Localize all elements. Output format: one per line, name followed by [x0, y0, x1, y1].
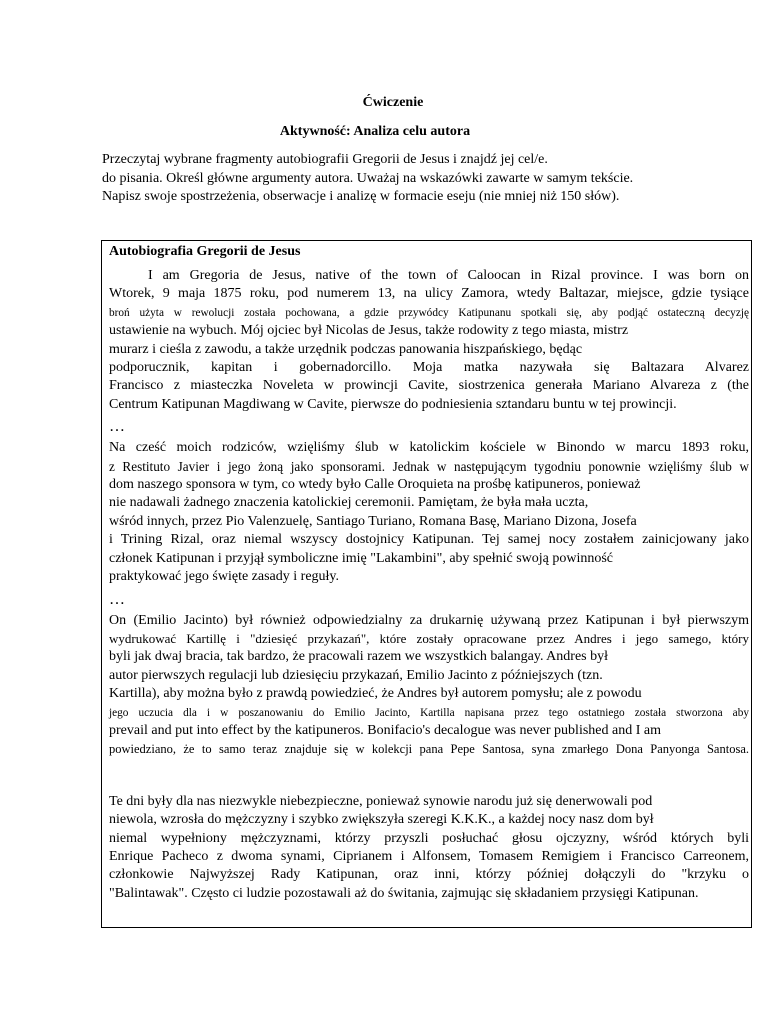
- text-line: niemal wypełniony mężczyznami, którzy przyszli posłuchać głosu ojczyzny, wśród których byli: [109, 830, 749, 846]
- text-line: broń użyta w rewolucji została pochowana, a gdzie przywódcy Katipunanu spotkali się, aby podjąć ostateczną decyzję: [109, 306, 749, 319]
- text-line: jego uczucia dla i w poszanowaniu do Emilio Jacinto, Kartilla napisana przez tego ostatniego została stworzona aby: [109, 706, 749, 719]
- text-line: z Restituto Javier i jego żoną jako sponsorami. Jednak w następującym tygodniu ponownie wzięliśmy ślub w: [109, 458, 749, 474]
- text-line: ustawienie na wybuch. Mój ojciec był Nicolas de Jesus, także rodowity z tego miasta, mistrz: [109, 323, 629, 339]
- text-line: wydrukować Kartillę i "dziesięć przykazań", które zostały opracowane przez Andres i jego samego, który: [109, 630, 749, 646]
- paragraph-4: [109, 793, 749, 903]
- paragraph-1: [109, 267, 749, 414]
- text-line: powiedziano, że to samo teraz znajduje się w kolekcji pana Pepe Santosa, syna zmarłego Dona Panyonga Santosa.: [109, 742, 749, 757]
- spacer: [109, 759, 749, 793]
- text-line: praktykować jego święte zasady i reguły.: [109, 569, 340, 585]
- text-line: członek Katipunan i przyjął symboliczne imię "Lakambini", aby spełnić swoją powinność: [109, 550, 614, 566]
- text-line: Enrique Pacheco z dwoma synami, Ciprianem i Alfonsem, Tomasem Remigiem i Francisco Carreonem,: [109, 848, 749, 864]
- ellipsis-mark: …: [109, 590, 125, 608]
- paragraph-3: [109, 612, 749, 759]
- activity-subtitle: Aktywność: Analiza celu autora: [279, 124, 471, 139]
- text-line: byli jak dwaj bracia, tak bardzo, że pracowali razem we wszystkich balangay. Andres był: [109, 649, 609, 665]
- text-line: niewola, wzrosła do mężczyzny i szybko zwiększyła szeregi K.K.K., a każdej nocy nasz dom był: [109, 812, 654, 828]
- excerpt-box: [101, 240, 752, 928]
- page-title: Ćwiczenie: [362, 95, 424, 110]
- text-line: Francisco z miasteczka Noveleta w prowincji Cavite, siostrzenica generała Mariano Alvareza z (the: [109, 378, 749, 394]
- text-line: Centrum Katipunan Magdiwang w Cavite, pierwsze do podniesienia sztandaru buntu w tej prowincji.: [109, 396, 677, 412]
- instructions: [102, 151, 702, 207]
- text-line: "Balintawak". Często ci ludzie pozostawali aż do świtania, zajmując się składaniem przysięgi Katipunan.: [109, 885, 699, 901]
- text-line: On (Emilio Jacinto) był również odpowiedzialny za drukarnię używaną przez Katipunan i był pierwszym: [109, 612, 749, 628]
- text-line: nie nadawali żadnego znaczenia katolickiej ceremonii. Pamiętam, że była mała uczta,: [109, 495, 589, 511]
- text-line: murarz i cieśla z zawodu, a także urzędnik podczas panowania hiszpańskiego, będąc: [109, 341, 583, 357]
- text-line: podporucznik, kapitan i gobernadorcillo. Moja matka nazywała się Baltazara Alvarez: [109, 360, 749, 376]
- text-line: I am Gregoria de Jesus, native of the town of Caloocan in Rizal province. I was born on: [148, 268, 749, 283]
- text-line: Wtorek, 9 maja 1875 roku, pod numerem 13, na ulicy Zamora, wtedy Baltazar, miejsce, gdzie tysiące: [109, 286, 749, 302]
- excerpt-content: [109, 243, 749, 903]
- text-line: prevail and put into effect by the katipuneros. Bonifacio's decalogue was never published and I am: [109, 722, 661, 738]
- excerpt-title: Autobiografia Gregorii de Jesus: [109, 244, 301, 259]
- instruction-line: Napisz swoje spostrzeżenia, obserwacje i analizę w formacie eseju (nie mniej niż 150 słów).: [102, 189, 620, 204]
- text-line: członkowie Najwyższej Rady Katipunan, oraz inni, którzy później dołączyli do "krzyku o: [109, 867, 749, 883]
- text-line: wśród innych, przez Pio Valenzuelę, Santiago Turiano, Romana Basę, Mariano Dizona, Josefa: [109, 513, 637, 529]
- text-line: Te dni były dla nas niezwykle niebezpieczne, ponieważ synowie narodu już się denerwowali pod: [109, 793, 653, 809]
- text-line: autor pierwszych regulacji lub dziesięciu przykazań, Emilio Jacinto z późniejszych (tzn.: [109, 667, 603, 683]
- text-line: Na cześć moich rodziców, wzięliśmy ślub w katolickim kościele w Binondo w marcu 1893 roku,: [109, 440, 749, 456]
- text-line: Kartilla), aby można było z prawdą powiedzieć, że Andres był autorem pomysłu; ale z powodu: [109, 686, 642, 702]
- text-line: i Trining Rizal, oraz niemal wszyscy dostojnicy Katipunan. Tej samej nocy zostałem zainicjowany jako: [109, 532, 749, 548]
- instruction-line: do pisania. Określ główne argumenty autora. Uważaj na wskazówki zawarte w samym tekście.: [102, 170, 634, 186]
- instruction-line: Przeczytaj wybrane fragmenty autobiografii Gregorii de Jesus i znajdź jej cel/e.: [102, 152, 548, 167]
- ellipsis-mark: …: [109, 418, 125, 436]
- text-line: dom naszego sponsora w tym, co wtedy było Calle Oroquieta na prośbę katipuneros, ponieważ: [109, 477, 641, 493]
- paragraph-2: [109, 439, 749, 586]
